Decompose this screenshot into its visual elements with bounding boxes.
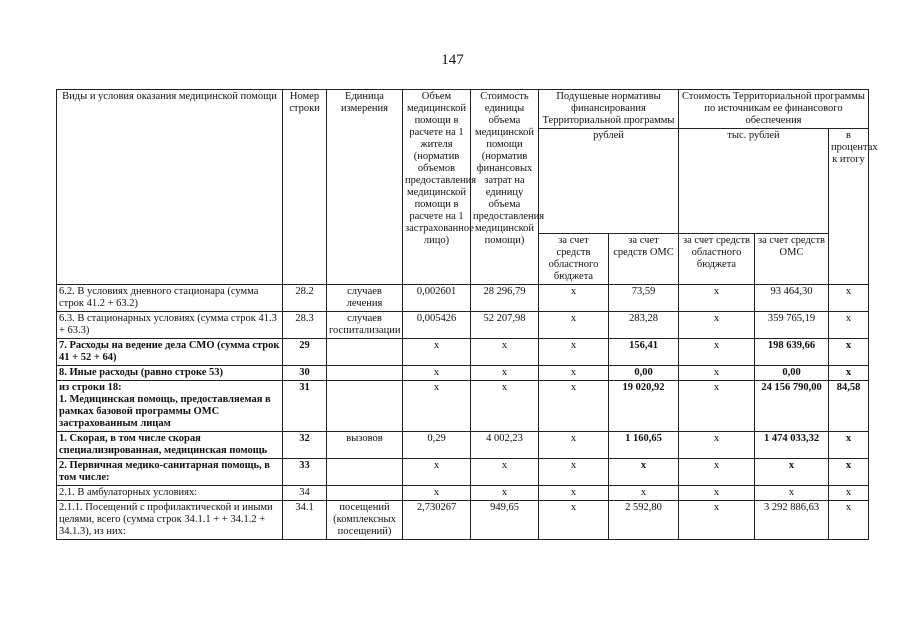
- row-name: 1. Скорая, в том числе скорая специализированная, медицинская помощь: [57, 432, 283, 459]
- row-unit: [327, 339, 403, 366]
- row-number: 30: [283, 366, 327, 381]
- row-volume: 0,29: [403, 432, 471, 459]
- row-total-regional: x: [679, 501, 755, 540]
- row-total-oms: 359 765,19: [755, 312, 829, 339]
- row-name: 7. Расходы на ведение дела СМО (сумма строк 41 + 52 + 64): [57, 339, 283, 366]
- row-number: 34.1: [283, 501, 327, 540]
- header-type: Виды и условия оказания медицинской помощи: [57, 90, 283, 285]
- table-row: [57, 501, 869, 540]
- row-number: 28.3: [283, 312, 327, 339]
- header-cost: Стоимость единицы объема медицинской помощи (норматив финансовых затрат на единицу объема предоставления медицинской помощи): [471, 90, 539, 285]
- header-sub-oms-2: за счет средств ОМС: [755, 234, 829, 285]
- row-per-capita-oms: 1 160,65: [609, 432, 679, 459]
- table-body: [57, 285, 869, 540]
- row-per-capita-oms: x: [609, 486, 679, 501]
- row-per-capita-oms: 283,28: [609, 312, 679, 339]
- table-row: [57, 366, 869, 381]
- table-row: [57, 432, 869, 459]
- row-per-capita-regional: x: [539, 312, 609, 339]
- row-cost: x: [471, 381, 539, 432]
- row-name: 2. Первичная медико-санитарная помощь, в том числе:: [57, 459, 283, 486]
- row-name: из строки 18: 1. Медицинская помощь, предоставляемая в рамках базовой программы ОМС застрахованным лицам: [57, 381, 283, 432]
- row-per-capita-regional: x: [539, 339, 609, 366]
- header-unit-rub: рублей: [539, 129, 679, 234]
- row-total-oms: 3 292 886,63: [755, 501, 829, 540]
- row-volume: 2,730267: [403, 501, 471, 540]
- row-total-oms: 24 156 790,00: [755, 381, 829, 432]
- row-percent: x: [829, 432, 869, 459]
- row-unit: [327, 366, 403, 381]
- row-percent: 84,58: [829, 381, 869, 432]
- row-unit: случаев лечения: [327, 285, 403, 312]
- row-name: 2.1. В амбулаторных условиях:: [57, 486, 283, 501]
- row-total-regional: x: [679, 339, 755, 366]
- row-total-oms: 198 639,66: [755, 339, 829, 366]
- row-unit: посещений (комплексных посещений): [327, 501, 403, 540]
- row-total-regional: x: [679, 312, 755, 339]
- row-percent: x: [829, 339, 869, 366]
- row-volume: x: [403, 366, 471, 381]
- row-volume: x: [403, 486, 471, 501]
- table-row: [57, 381, 869, 432]
- row-total-regional: x: [679, 432, 755, 459]
- header-row-number: Номер строки: [283, 90, 327, 285]
- row-total-oms: 1 474 033,32: [755, 432, 829, 459]
- row-per-capita-oms: 0,00: [609, 366, 679, 381]
- page-number: 147: [441, 52, 464, 68]
- row-per-capita-regional: x: [539, 432, 609, 459]
- row-per-capita-regional: x: [539, 501, 609, 540]
- row-per-capita-oms: 73,59: [609, 285, 679, 312]
- row-volume: x: [403, 339, 471, 366]
- row-cost: 28 296,79: [471, 285, 539, 312]
- header-row-1: [57, 90, 869, 129]
- row-name: 2.1.1. Посещений с профилактической и иными целями, всего (сумма строк 34.1.1 + + 34.1.2 + 34.1.3), из них:: [57, 501, 283, 540]
- header-total-cost: Стоимость Территориальной программы по источникам ее финансового обеспечения: [679, 90, 869, 129]
- row-per-capita-oms: x: [609, 459, 679, 486]
- table-row: [57, 339, 869, 366]
- row-volume: 0,005426: [403, 312, 471, 339]
- row-number: 29: [283, 339, 327, 366]
- row-number: 28.2: [283, 285, 327, 312]
- row-cost: 52 207,98: [471, 312, 539, 339]
- row-percent: x: [829, 285, 869, 312]
- row-total-regional: x: [679, 486, 755, 501]
- row-percent: x: [829, 501, 869, 540]
- row-volume: x: [403, 381, 471, 432]
- row-total-oms: x: [755, 486, 829, 501]
- row-number: 31: [283, 381, 327, 432]
- row-per-capita-regional: x: [539, 285, 609, 312]
- row-per-capita-regional: x: [539, 486, 609, 501]
- row-name: 8. Иные расходы (равно строке 53): [57, 366, 283, 381]
- table-row: [57, 459, 869, 486]
- row-unit: случаев госпитализации: [327, 312, 403, 339]
- row-number: 34: [283, 486, 327, 501]
- row-total-oms: 0,00: [755, 366, 829, 381]
- header-unit-thousand-rub: тыс. рублей: [679, 129, 829, 234]
- row-per-capita-regional: x: [539, 459, 609, 486]
- header-sub-regional-2: за счет средств областного бюджета: [679, 234, 755, 285]
- row-number: 33: [283, 459, 327, 486]
- row-cost: x: [471, 339, 539, 366]
- row-per-capita-regional: x: [539, 381, 609, 432]
- header-volume: Объем медицинской помощи в расчете на 1 жителя (норматив объемов предоставления медицинской помощи в расчете на 1 застрахованное лицо): [403, 90, 471, 285]
- row-per-capita-oms: 156,41: [609, 339, 679, 366]
- row-per-capita-oms: 19 020,92: [609, 381, 679, 432]
- row-volume: x: [403, 459, 471, 486]
- row-percent: x: [829, 459, 869, 486]
- header-sub-regional: за счет средств областного бюджета: [539, 234, 609, 285]
- header-percent: в процентах к итогу: [829, 129, 869, 285]
- row-name: 6.2. В условиях дневного стационара (сумма строк 41.2 + 63.2): [57, 285, 283, 312]
- table-row: [57, 486, 869, 501]
- row-per-capita-regional: x: [539, 366, 609, 381]
- financing-table: [56, 89, 878, 540]
- row-total-oms: 93 464,30: [755, 285, 829, 312]
- row-percent: x: [829, 486, 869, 501]
- header-unit: Единица измерения: [327, 90, 403, 285]
- row-cost: x: [471, 366, 539, 381]
- row-number: 32: [283, 432, 327, 459]
- row-unit: вызовов: [327, 432, 403, 459]
- row-cost: 4 002,23: [471, 432, 539, 459]
- header-sub-oms: за счет средств ОМС: [609, 234, 679, 285]
- row-cost: 949,65: [471, 501, 539, 540]
- row-unit: [327, 486, 403, 501]
- row-cost: x: [471, 459, 539, 486]
- row-unit: [327, 381, 403, 432]
- row-total-regional: x: [679, 381, 755, 432]
- row-name: 6.3. В стационарных условиях (сумма строк 41.3 + 63.3): [57, 312, 283, 339]
- header-per-capita: Подушевые нормативы финансирования Территориальной программы: [539, 90, 679, 129]
- table-row: [57, 285, 869, 312]
- row-per-capita-oms: 2 592,80: [609, 501, 679, 540]
- row-total-oms: x: [755, 459, 829, 486]
- row-volume: 0,002601: [403, 285, 471, 312]
- row-percent: x: [829, 366, 869, 381]
- row-total-regional: x: [679, 285, 755, 312]
- table-row: [57, 312, 869, 339]
- row-unit: [327, 459, 403, 486]
- row-total-regional: x: [679, 366, 755, 381]
- row-percent: x: [829, 312, 869, 339]
- row-cost: x: [471, 486, 539, 501]
- row-total-regional: x: [679, 459, 755, 486]
